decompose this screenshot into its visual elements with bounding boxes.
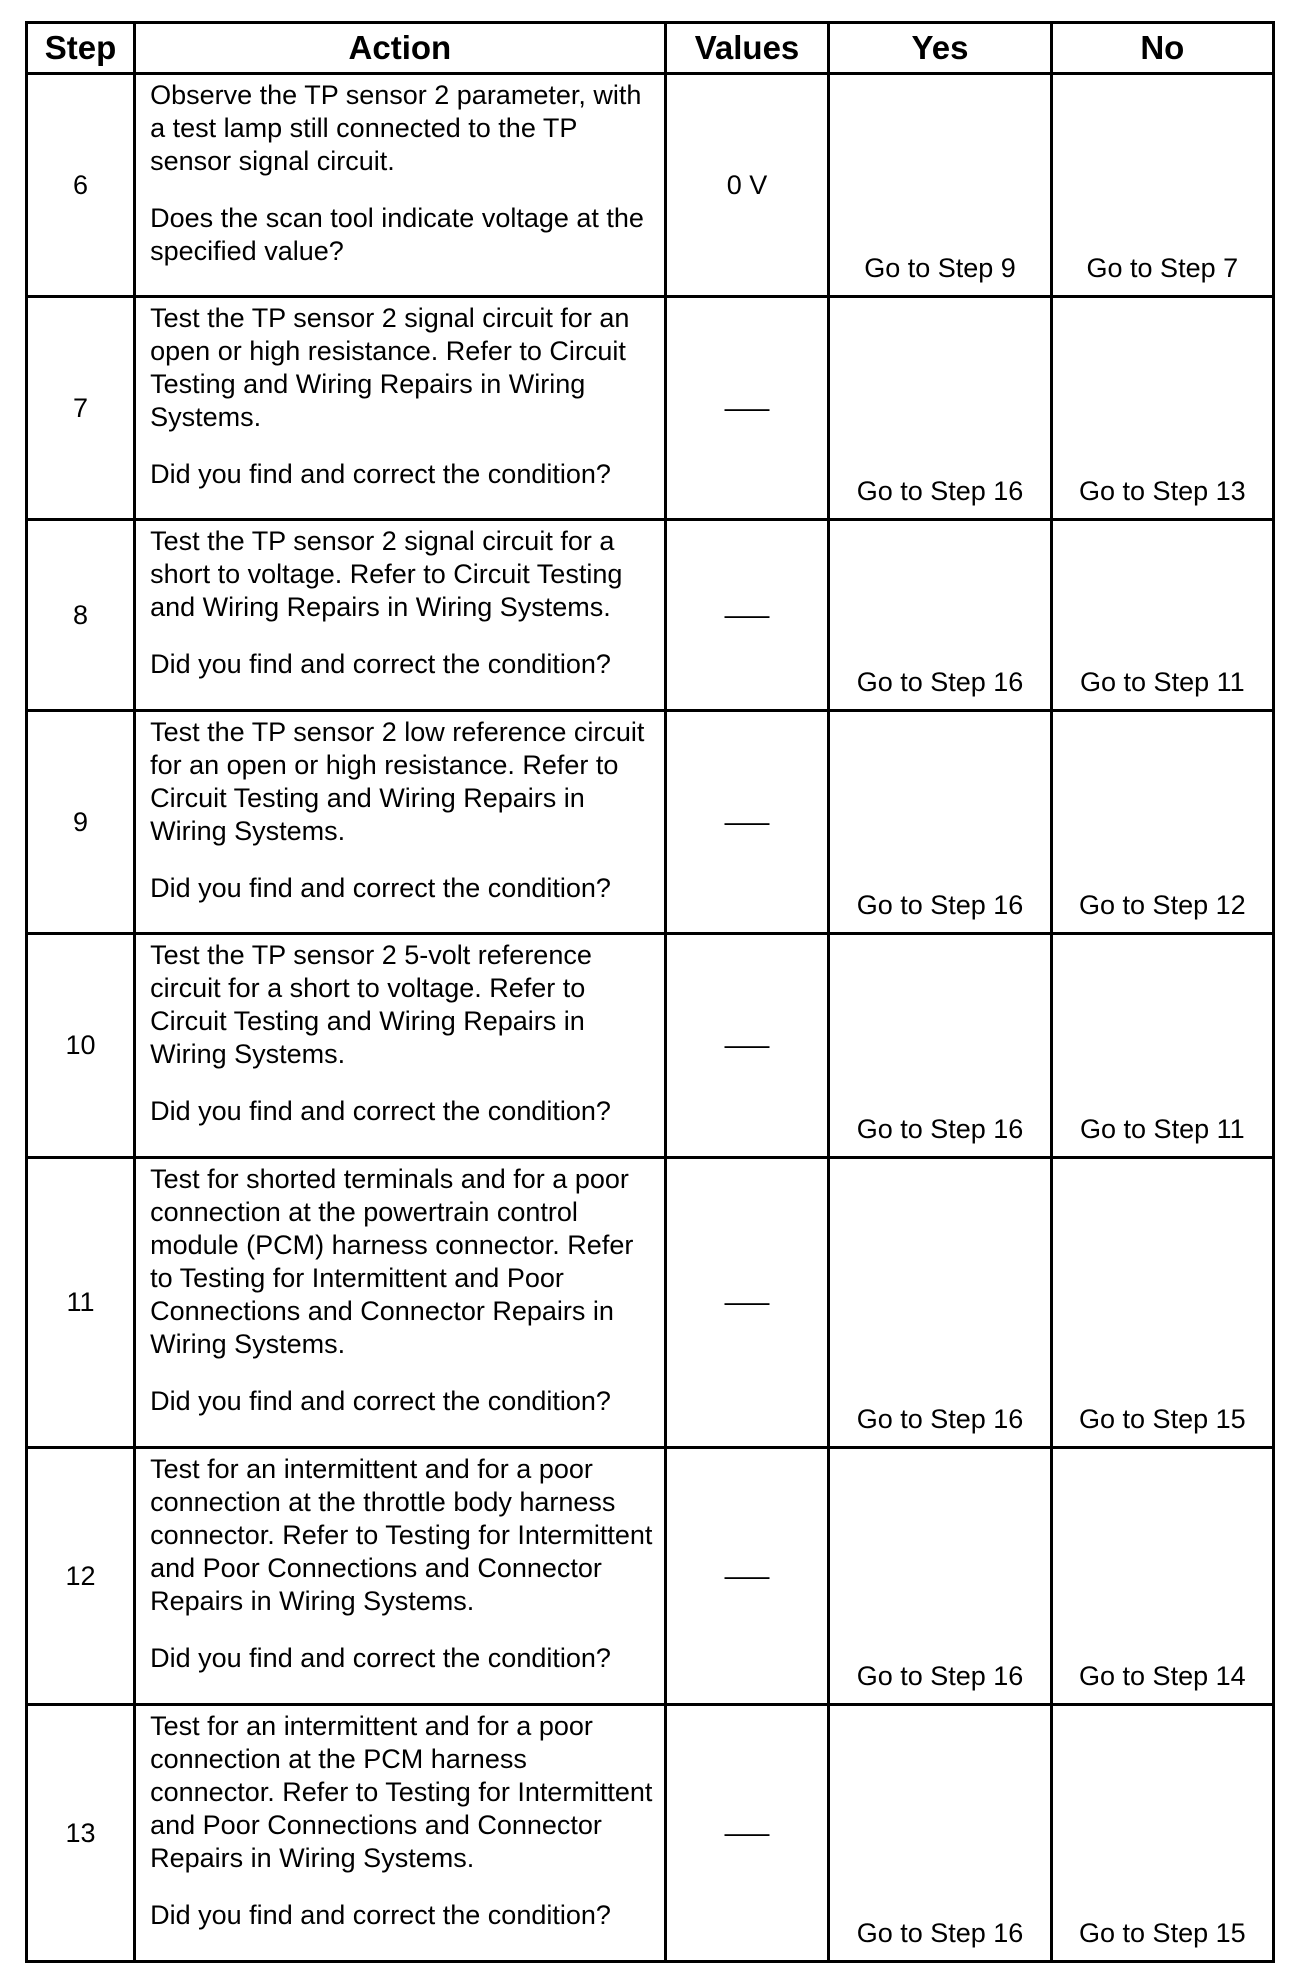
- step-number: 8: [27, 520, 135, 711]
- table-row: [27, 1158, 1274, 1448]
- table-row: [27, 74, 1274, 297]
- diagnostic-table: [25, 21, 1275, 1963]
- action-text: Test for an intermittent and for a poor connection at the throttle body harness connector. Refer to Testing for Intermittent and Poor Connections and Connector Repairs in Wiring Systems.: [150, 1454, 653, 1616]
- action-text: Observe the TP sensor 2 parameter, with a test lamp still connected to the TP sensor signal circuit.: [150, 80, 642, 176]
- action-cell: [135, 1158, 666, 1448]
- action-text: Test the TP sensor 2 signal circuit for an open or high resistance. Refer to Circuit Testing and Wiring Repairs in Wiring Systems.: [150, 303, 630, 432]
- step-number: 7: [27, 297, 135, 520]
- value-cell: –––: [665, 1448, 829, 1705]
- table-row: [27, 520, 1274, 711]
- action-cell: [135, 1448, 666, 1705]
- action-cell: [135, 74, 666, 297]
- action-text: Test for shorted terminals and for a poor connection at the powertrain control module (PCM) harness connector. Refer to Testing for Intermittent and Poor Connections and Connector Repairs in Wiring Systems.: [150, 1164, 634, 1359]
- action-text: Test the TP sensor 2 5-volt reference circuit for a short to voltage. Refer to Circuit Testing and Wiring Repairs in Wiring Systems.: [150, 940, 592, 1069]
- no-cell: Go to Step 14: [1051, 1448, 1273, 1705]
- step-number: 9: [27, 711, 135, 934]
- header-values: Values: [665, 23, 829, 74]
- step-number: 10: [27, 934, 135, 1158]
- yes-cell: Go to Step 16: [829, 1158, 1051, 1448]
- value-cell: –––: [665, 711, 829, 934]
- value-cell: –––: [665, 297, 829, 520]
- no-cell: Go to Step 15: [1051, 1158, 1273, 1448]
- action-cell: [135, 520, 666, 711]
- action-question: Did you find and correct the condition?: [150, 649, 611, 679]
- action-question: Did you find and correct the condition?: [150, 459, 611, 489]
- yes-cell: Go to Step 16: [829, 1705, 1051, 1962]
- action-question: Did you find and correct the condition?: [150, 873, 611, 903]
- header-row: [27, 23, 1274, 74]
- value-cell: –––: [665, 520, 829, 711]
- yes-cell: Go to Step 16: [829, 1448, 1051, 1705]
- value-cell: –––: [665, 1705, 829, 1962]
- step-number: 12: [27, 1448, 135, 1705]
- header-action: Action: [135, 23, 666, 74]
- no-cell: Go to Step 13: [1051, 297, 1273, 520]
- table-row: [27, 297, 1274, 520]
- table-row: [27, 1705, 1274, 1962]
- value-cell: 0 V: [665, 74, 829, 297]
- yes-cell: Go to Step 16: [829, 297, 1051, 520]
- action-question: Did you find and correct the condition?: [150, 1386, 611, 1416]
- action-cell: [135, 934, 666, 1158]
- value-cell: –––: [665, 1158, 829, 1448]
- header-no: No: [1051, 23, 1273, 74]
- action-cell: [135, 711, 666, 934]
- table-row: [27, 934, 1274, 1158]
- action-cell: [135, 297, 666, 520]
- table-row: [27, 711, 1274, 934]
- value-cell: –––: [665, 934, 829, 1158]
- step-number: 11: [27, 1158, 135, 1448]
- yes-cell: Go to Step 9: [829, 74, 1051, 297]
- table-row: [27, 1448, 1274, 1705]
- action-question: Does the scan tool indicate voltage at the specified value?: [150, 203, 644, 266]
- action-text: Test for an intermittent and for a poor connection at the PCM harness connector. Refer to Testing for Intermittent and Poor Connections and Connector Repairs in Wiring Systems.: [150, 1711, 653, 1873]
- no-cell: Go to Step 7: [1051, 74, 1273, 297]
- action-question: Did you find and correct the condition?: [150, 1643, 611, 1673]
- action-question: Did you find and correct the condition?: [150, 1900, 611, 1930]
- yes-cell: Go to Step 16: [829, 934, 1051, 1158]
- step-number: 13: [27, 1705, 135, 1962]
- step-number: 6: [27, 74, 135, 297]
- action-question: Did you find and correct the condition?: [150, 1096, 611, 1126]
- header-yes: Yes: [829, 23, 1051, 74]
- no-cell: Go to Step 11: [1051, 934, 1273, 1158]
- action-cell: [135, 1705, 666, 1962]
- yes-cell: Go to Step 16: [829, 520, 1051, 711]
- no-cell: Go to Step 15: [1051, 1705, 1273, 1962]
- action-text: Test the TP sensor 2 low reference circuit for an open or high resistance. Refer to Circuit Testing and Wiring Repairs in Wiring Systems.: [150, 717, 645, 846]
- no-cell: Go to Step 11: [1051, 520, 1273, 711]
- action-text: Test the TP sensor 2 signal circuit for a short to voltage. Refer to Circuit Testing and Wiring Repairs in Wiring Systems.: [150, 526, 623, 622]
- no-cell: Go to Step 12: [1051, 711, 1273, 934]
- header-step: Step: [27, 23, 135, 74]
- yes-cell: Go to Step 16: [829, 711, 1051, 934]
